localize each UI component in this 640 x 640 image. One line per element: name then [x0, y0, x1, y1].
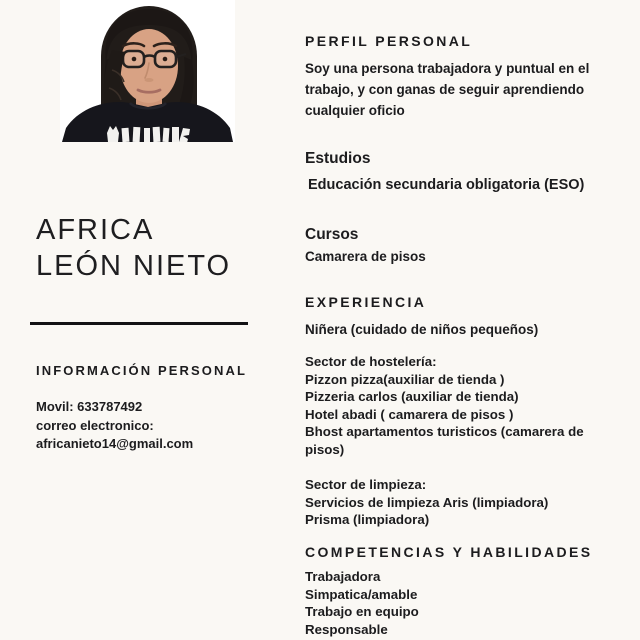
limpieza-item: Prisma (limpiadora): [305, 512, 430, 528]
skill-item: Trabajadora: [305, 569, 381, 584]
cursos-item: Camarera de pisos: [305, 249, 426, 264]
hosteleria-group: [305, 353, 607, 459]
skill-item: Trabajo en equipo: [305, 604, 419, 620]
experiencia-intro-item: Niñera (cuidado de niños pequeños): [305, 322, 539, 337]
name-heading: [36, 212, 231, 284]
name-line-2: LEÓN NIETO: [36, 250, 232, 282]
email-label-line: correo electronico:: [36, 417, 154, 433]
experiencia-heading: EXPERIENCIA: [305, 294, 427, 310]
hosteleria-label: Sector de hostelería:: [305, 354, 437, 369]
skill-item: Simpatica/amable: [305, 586, 418, 602]
perfil-personal-text: Soy una persona trabajadora y puntual en el trabajo, y con ganas de seguir aprendiendo cualquier oficio: [305, 61, 590, 118]
hosteleria-item: Bhost apartamentos turisticos (camarera de pisos): [305, 424, 584, 457]
perfil-personal-heading: PERFIL PERSONAL: [305, 33, 473, 49]
estudios-item: Educación secundaria obligatoria (ESO): [308, 177, 585, 193]
skills-group: [305, 568, 419, 638]
cursos-heading: Cursos: [305, 226, 359, 243]
name-line-1: AFRICA: [36, 214, 155, 246]
competencias-heading: COMPETENCIAS Y HABILIDADES: [305, 544, 593, 560]
horizontal-divider: [30, 322, 248, 325]
hosteleria-item: Pizzeria carlos (auxiliar de tienda): [305, 389, 519, 405]
informacion-personal-heading: INFORMACIÓN PERSONAL: [36, 363, 247, 378]
limpieza-group: [305, 476, 607, 529]
hosteleria-item: Hotel abadi ( camarera de pisos ): [305, 406, 514, 422]
estudios-heading: Estudios: [305, 150, 371, 167]
skill-item: Responsable: [305, 621, 388, 637]
portrait-illustration: [60, 0, 235, 142]
email-address-line: africanieto14@gmail.com: [36, 436, 194, 452]
limpieza-item: Servicios de limpieza Aris (limpiadora): [305, 494, 549, 510]
limpieza-label: Sector de limpieza:: [305, 477, 427, 492]
portrait-photo: [60, 0, 235, 142]
contact-block: [36, 398, 193, 454]
hosteleria-item: Pizzon pizza(auxiliar de tienda ): [305, 371, 505, 387]
phone-line: Movil: 633787492: [36, 399, 143, 414]
